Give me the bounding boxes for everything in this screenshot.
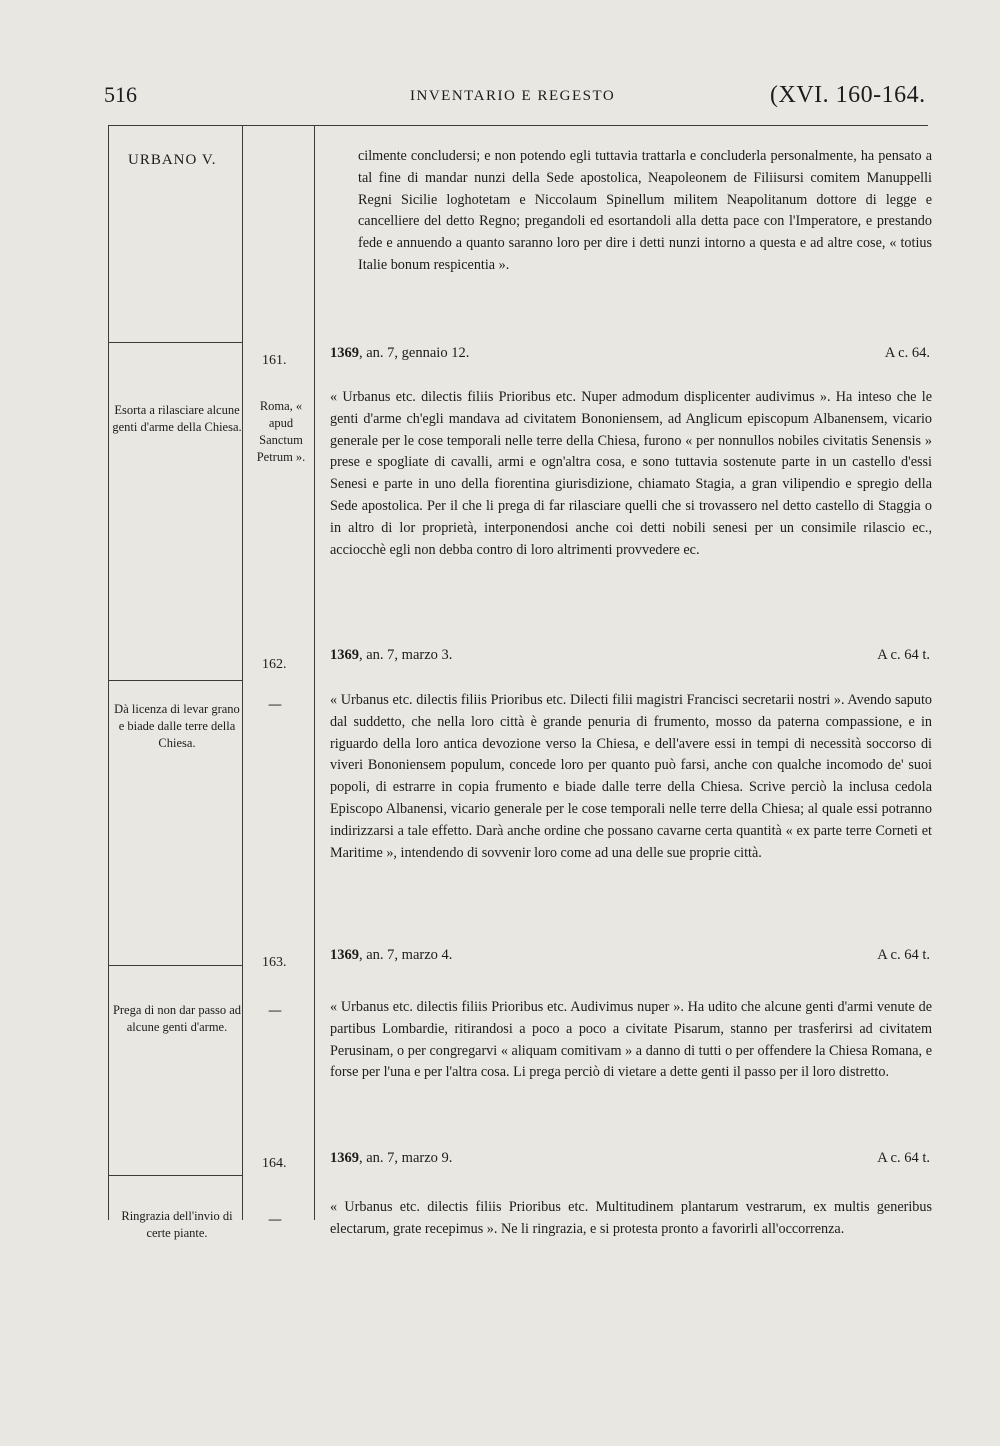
entry-text (330, 1197, 932, 1241)
entry-paragraph: « Urbanus etc. dilectis filiis Prioribus etc. Multitudinem plantarum vestrarum, ex multis generibus electarum, grate recepimus ». Ne li ringrazia, e si protesta pronto a favorirli all'occorrenza. (330, 1199, 932, 1237)
entry-place: Roma, « apud Sanctum Petrum ». (256, 399, 306, 464)
entry-place: — (268, 697, 282, 713)
entry-reference: A c. 64. (884, 345, 930, 361)
entry-text (330, 690, 932, 864)
entry-date: , an. 7, marzo 3. (359, 647, 453, 663)
continuation-text (358, 146, 932, 277)
entry-dateline (330, 1150, 930, 1167)
entry-reference: A c. 64 t. (877, 1150, 930, 1166)
entry-place: — (268, 1212, 282, 1228)
entry-date: , an. 7, marzo 4. (359, 947, 453, 963)
entry-number: 164. (262, 1156, 287, 1171)
entry-year: 1369 (330, 947, 359, 963)
continuation-paragraph: cilmente concludersi; e non potendo egli tuttavia trattarla e concluderla personalmente, ha pensato a tal fine di mandar nunzi della Sede apostolica, Neapoleonem de Filiisursi comitem Manuppelli Regni Sicilie loghotetam e Niccolaum Spinellum militem Neapolitanum dottore di legge e cancelliere del detto Regno; pregandoli ed esortandoli alla detta pace con l'Imperatore, e prestando fede e annuendo a quanto saranno loro per dire i detti nunzi intorno a questa e ad altre cose, « totius Italie bonum respicentia ». (358, 148, 932, 273)
margin-note: Ringrazia dell'invio di certe piante. (121, 1209, 233, 1240)
running-title: INVENTARIO E REGESTO (410, 88, 616, 104)
entry-year: 1369 (330, 647, 359, 663)
page-number: 516 (104, 82, 137, 107)
entry-number: 162. (262, 657, 287, 672)
entry-dateline (330, 345, 930, 362)
note-divider (108, 965, 242, 966)
entry-text (330, 997, 932, 1084)
entry-text (330, 387, 932, 561)
entry-paragraph: « Urbanus etc. dilectis filiis Prioribus etc. Dilecti filii magistri Francisci secretarii nostri ». Avendo saputo dal suddetto, che nella loro città è grande penuria di frumento, mosso da paterna compassione, e in riguardo della loro antica devozione verso la Chiesa, e dell'avere essi in tempi di necessità soccorso di viveri Bononiensem populum, concede loro per quanto può farsi, anche con qualche incomodo de' suoi popoli, di estrarre in copia frumento e biade dalle terre della Chiesa. Scrive perciò la inclusa cedola Episcopo Albanensi, vicario generale per le cose temporali nelle terre della Chiesa; al quale essi potranno indirizzarsi a tale effetto. Darà anche ordine che possano cavarne certa quantità « ex parte terre Corneti et Maritime », intendendo di sovvenir loro come ad una delle sue proprie città. (330, 692, 932, 861)
entry-date: , an. 7, gennaio 12. (359, 345, 470, 361)
margin-note: Dà licenza di levar grano e biade dalle terre della Chiesa. (114, 702, 240, 750)
entry-dateline (330, 647, 930, 664)
column-rule-left (108, 125, 109, 1220)
entry-paragraph: « Urbanus etc. dilectis filiis Prioribus etc. Audivimus nuper ». Ha udito che alcune genti d'armi venute de partibus Lombardie, ritirandosi a poco a poco a civitate Pisarum, stanno per trasferirsi ad civitatem Perusinam, o per congregarvi « aliquam comitivam » a danno di tutti o per offendere la Chiesa Romana, e forse per l'una e per l'altra cosa. Li prega perciò di vietare a dette genti il passo per il loro distretto. (330, 999, 932, 1081)
entry-dateline (330, 947, 930, 964)
margin-note: Prega di non dar passo ad alcune genti d'arme. (112, 1003, 242, 1034)
entry-year: 1369 (330, 1150, 359, 1166)
entry-number: 163. (262, 955, 287, 970)
entry-date: , an. 7, marzo 9. (359, 1150, 453, 1166)
entry-range: (XVI. 160-164. (770, 82, 926, 108)
entry-paragraph: « Urbanus etc. dilectis filiis Prioribus etc. Nuper admodum displicenter audivimus ». Ha inteso che le genti d'arme ch'egli mandava ad civitatem Bononiensem, ad Anglicum episcopum Albanensem, vicario generale per le cose temporali nelle terre della Chiesa, furono « per nonnullos nobiles civitatis Senensis » prese e spogliate di cavalli, armi e ogn'altra cosa, e sono tuttavia sostenute parte in un castello d'essi Senesi e parte in uno della fiorentina giurisdizione, chiamato Stagia, a gran vilipendio e spregio della Sede apostolica. Per il che li prega di far rilasciare quelli che si trovassero nel detto castello di Staggia o in altro di lor proprietà, interponendosi anche coi detti nobili senesi per un consimile rilascio ec., acciocchè egli non debba contro di loro altrimenti provvedere ec. (330, 389, 932, 558)
column-rule-notes (242, 125, 243, 1220)
sidebar-title: URBANO V. (128, 152, 217, 168)
note-divider (108, 1175, 242, 1176)
entry-reference: A c. 64 t. (877, 647, 930, 663)
note-divider (108, 680, 242, 681)
entry-number: 161. (262, 353, 287, 368)
entry-year: 1369 (330, 345, 359, 361)
note-divider (108, 342, 242, 343)
entry-place: — (268, 1003, 282, 1019)
margin-note: Esorta a rilasciare alcune genti d'arme della Chiesa. (112, 403, 242, 434)
header-rule (108, 125, 928, 126)
entry-reference: A c. 64 t. (877, 947, 930, 963)
column-rule-place (314, 125, 315, 1220)
